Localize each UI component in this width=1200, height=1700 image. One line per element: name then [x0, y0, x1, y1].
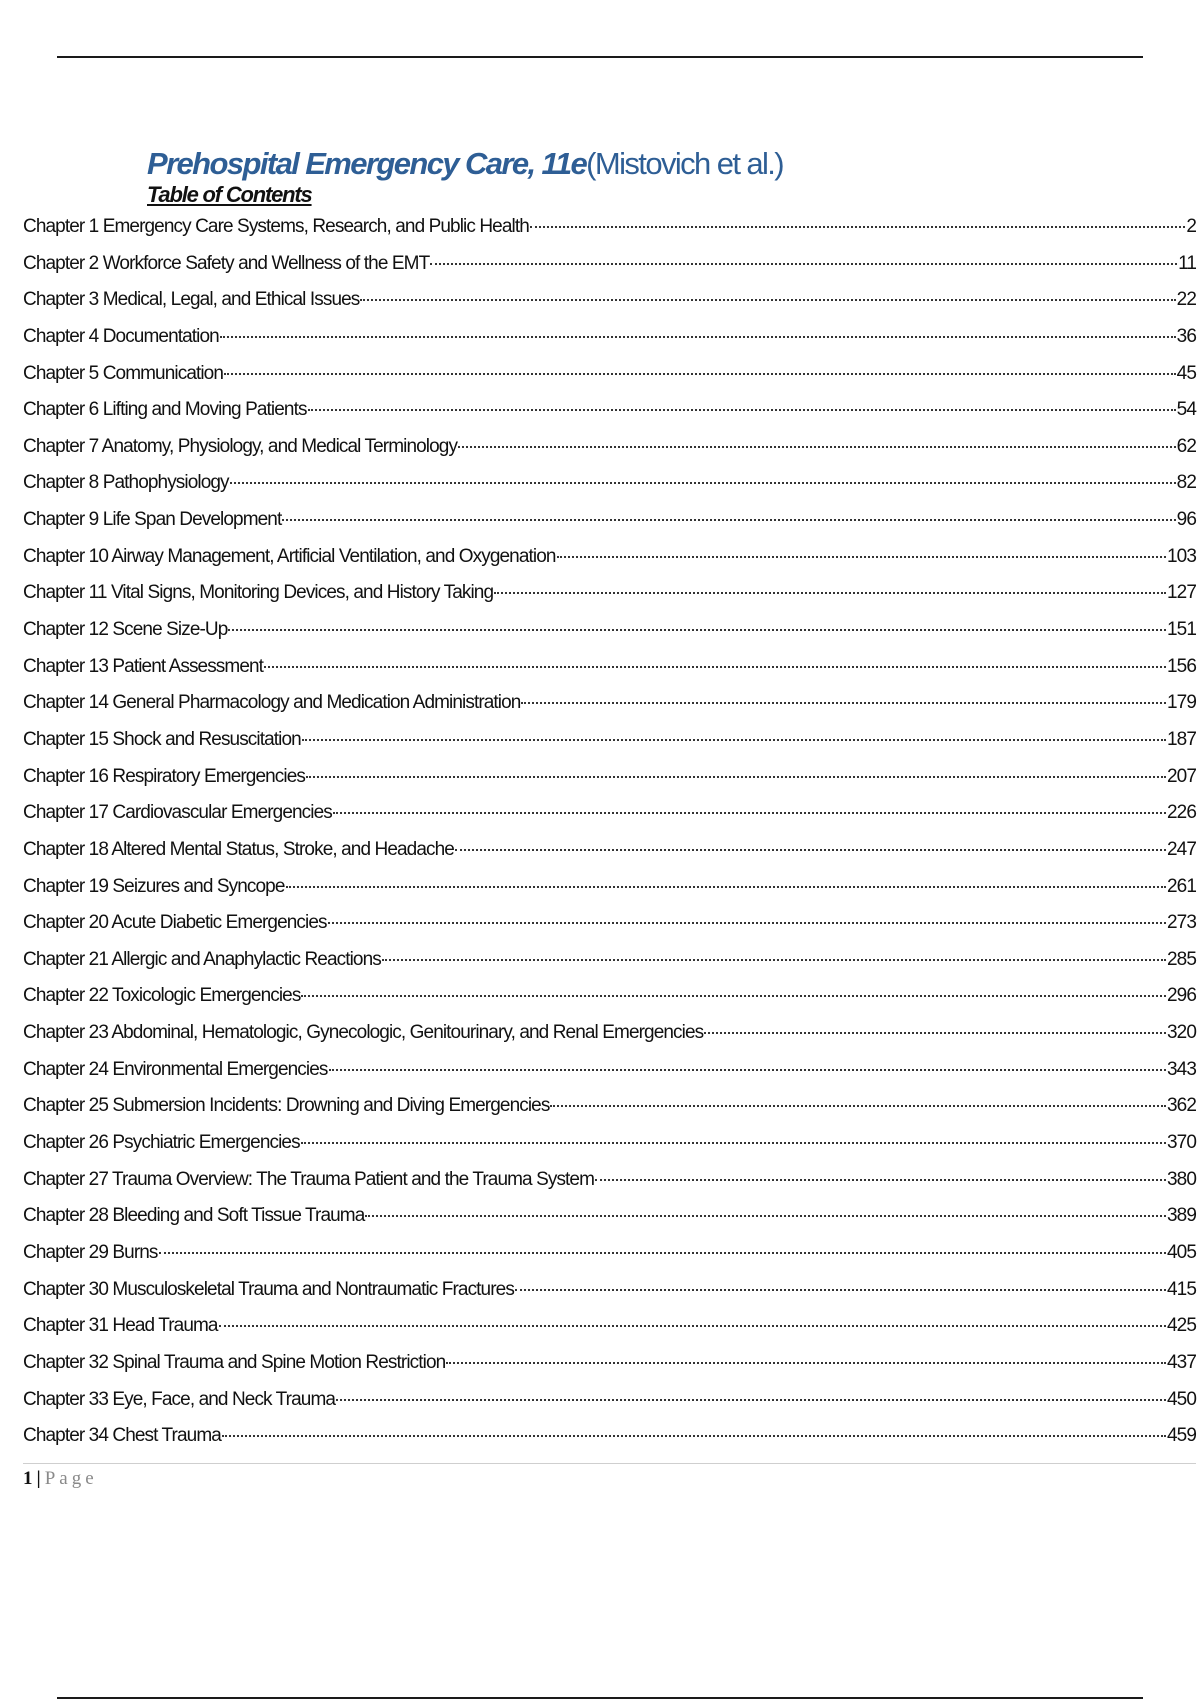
toc-entry-label: Chapter 13 Patient Assessment [23, 655, 264, 677]
footer-page-number: 1 [23, 1468, 33, 1489]
toc-entry[interactable] [23, 949, 1196, 986]
dot-leader [219, 1325, 1166, 1327]
dot-leader [530, 226, 1185, 228]
toc-entry[interactable] [23, 472, 1196, 509]
footer-page-label: Page [44, 1468, 98, 1489]
toc-entry-label: Chapter 19 Seizures and Syncope [23, 875, 285, 897]
dot-leader [302, 739, 1166, 741]
toc-entry-page: 179 [1166, 692, 1196, 714]
toc-entry-page: 226 [1166, 802, 1196, 824]
document-header [147, 144, 783, 208]
dot-leader [382, 959, 1166, 961]
top-rule [57, 56, 1143, 58]
toc-entry-page: 103 [1166, 545, 1196, 567]
toc-entry-page: 389 [1166, 1205, 1196, 1227]
dot-leader [301, 1142, 1166, 1144]
toc-entry-label: Chapter 25 Submersion Incidents: Drowning and Diving Emergencies [23, 1095, 550, 1117]
toc-entry-label: Chapter 18 Altered Mental Status, Stroke, and Headache [23, 838, 454, 860]
dot-leader [220, 336, 1176, 338]
dot-leader [557, 556, 1166, 558]
page-footer [23, 1468, 98, 1490]
dot-leader [308, 409, 1176, 411]
toc-entry-page: 285 [1166, 948, 1196, 970]
toc-entry[interactable] [23, 1389, 1196, 1426]
toc-entry[interactable] [23, 399, 1196, 436]
toc-entry-page: 2 [1186, 216, 1196, 237]
toc-entry-label: Chapter 33 Eye, Face, and Neck Trauma [23, 1388, 336, 1410]
toc-entry-label: Chapter 2 Workforce Safety and Wellness of the EMT [23, 252, 430, 274]
toc-entry-label: Chapter 15 Shock and Resuscitation [23, 728, 301, 750]
toc-entry-label: Chapter 30 Musculoskeletal Trauma and Nontraumatic Fractures [23, 1278, 514, 1300]
toc-entry-page: 22 [1176, 289, 1196, 311]
toc-entry-label: Chapter 8 Pathophysiology [23, 472, 229, 494]
dot-leader [264, 666, 1166, 668]
toc-entry[interactable] [23, 363, 1196, 400]
footer-separator: | [36, 1468, 41, 1489]
toc-entry-label: Chapter 21 Allergic and Anaphylactic Reactions [23, 948, 381, 970]
toc-entry-page: 36 [1176, 325, 1196, 347]
toc-entry-page: 296 [1166, 985, 1196, 1007]
toc-heading: Table of Contents [147, 182, 312, 207]
dot-leader [521, 702, 1166, 704]
dot-leader [222, 1435, 1166, 1437]
toc-entry[interactable] [23, 1242, 1196, 1279]
dot-leader [704, 1032, 1166, 1034]
toc-entry[interactable] [23, 802, 1196, 839]
toc-entry-page: 450 [1166, 1388, 1196, 1410]
toc-entry-page: 370 [1166, 1132, 1196, 1154]
toc-entry-label: Chapter 10 Airway Management, Artificial Ventilation, and Oxygenation [23, 545, 556, 567]
toc-entry[interactable] [23, 1132, 1196, 1169]
toc-entry[interactable] [23, 876, 1196, 913]
toc-entry-label: Chapter 5 Communication [23, 362, 224, 384]
toc-entry[interactable] [23, 1205, 1196, 1242]
toc-entry[interactable] [23, 619, 1196, 656]
dot-leader [159, 1252, 1166, 1254]
toc-entry[interactable] [23, 912, 1196, 949]
toc-entry-page: 261 [1166, 875, 1196, 897]
toc-entry-page: 320 [1166, 1022, 1196, 1044]
toc-entry[interactable] [23, 766, 1196, 803]
toc-entry-page: 273 [1166, 912, 1196, 934]
toc-entry-page: 45 [1176, 362, 1196, 384]
toc-entry[interactable] [23, 216, 1196, 253]
toc-entry[interactable] [23, 1279, 1196, 1316]
toc-entry-label: Chapter 23 Abdominal, Hematologic, Gynecologic, Genitourinary, and Renal Emergencies [23, 1022, 704, 1044]
toc-entry-page: 405 [1166, 1241, 1196, 1263]
toc-entry-page: 96 [1176, 509, 1196, 531]
toc-entry-label: Chapter 17 Cardiovascular Emergencies [23, 802, 332, 824]
toc-entry-label: Chapter 7 Anatomy, Physiology, and Medical Terminology [23, 435, 458, 457]
dot-leader [494, 592, 1166, 594]
toc-entry[interactable] [23, 1315, 1196, 1352]
toc-entry[interactable] [23, 1059, 1196, 1096]
toc-entry-page: 459 [1166, 1425, 1196, 1447]
toc-entry-label: Chapter 12 Scene Size-Up [23, 619, 228, 641]
toc-entry-page: 127 [1166, 582, 1196, 604]
dot-leader [301, 995, 1166, 997]
toc-entry[interactable] [23, 1169, 1196, 1206]
dot-leader [230, 482, 1176, 484]
toc-entry-label: Chapter 1 Emergency Care Systems, Research, and Public Health [23, 216, 529, 237]
toc-entry-page: 415 [1166, 1278, 1196, 1300]
toc-entry-page: 362 [1166, 1095, 1196, 1117]
toc-entry-page: 54 [1176, 399, 1196, 421]
dot-leader [515, 1289, 1166, 1291]
toc-entry-page: 82 [1176, 472, 1196, 494]
title-authors: (Mistovich et al.) [586, 146, 784, 181]
toc-entry-label: Chapter 20 Acute Diabetic Emergencies [23, 912, 327, 934]
toc-entry[interactable] [23, 692, 1196, 729]
dot-leader [336, 1399, 1166, 1401]
toc-entry[interactable] [23, 839, 1196, 876]
dot-leader [329, 1069, 1166, 1071]
bottom-rule [57, 1697, 1143, 1699]
toc-entry-label: Chapter 4 Documentation [23, 325, 219, 347]
toc-entry-label: Chapter 6 Lifting and Moving Patients [23, 399, 307, 421]
toc-entry-label: Chapter 9 Life Span Development [23, 509, 282, 531]
toc-entry[interactable] [23, 729, 1196, 766]
dot-leader [455, 849, 1166, 851]
toc-entry-label: Chapter 24 Environmental Emergencies [23, 1058, 328, 1080]
toc-entry-label: Chapter 3 Medical, Legal, and Ethical Issues [23, 289, 360, 311]
footer-divider [23, 1463, 1196, 1464]
dot-leader [286, 886, 1166, 888]
dot-leader [328, 922, 1166, 924]
toc-entry[interactable] [23, 509, 1196, 546]
dot-leader [458, 446, 1176, 448]
toc-entry[interactable] [23, 546, 1196, 583]
toc-entry-page: 151 [1166, 619, 1196, 641]
toc-entry-label: Chapter 34 Chest Trauma [23, 1425, 221, 1447]
toc-entry-label: Chapter 16 Respiratory Emergencies [23, 765, 305, 787]
toc-entry[interactable] [23, 1095, 1196, 1132]
dot-leader [360, 299, 1175, 301]
toc-entry-page: 11 [1178, 252, 1196, 274]
dot-leader [595, 1179, 1166, 1181]
toc-entry-page: 343 [1166, 1058, 1196, 1080]
dot-leader [430, 263, 1177, 265]
title-book-name: Prehospital Emergency Care, 11e [147, 146, 587, 181]
toc-entry-page: 156 [1166, 655, 1196, 677]
toc-entry[interactable] [23, 582, 1196, 619]
toc-entry[interactable] [23, 436, 1196, 473]
toc-entry-page: 207 [1166, 765, 1196, 787]
toc-entry-page: 425 [1166, 1315, 1196, 1337]
toc-entry-label: Chapter 31 Head Trauma [23, 1315, 218, 1337]
toc-entry[interactable] [23, 289, 1196, 326]
dot-leader [333, 812, 1166, 814]
dot-leader [550, 1105, 1166, 1107]
dot-leader [282, 519, 1175, 521]
toc-entry[interactable] [23, 1352, 1196, 1389]
table-of-contents [23, 216, 1196, 1462]
toc-entry-page: 380 [1166, 1168, 1196, 1190]
toc-entry[interactable] [23, 985, 1196, 1022]
dot-leader [224, 373, 1176, 375]
toc-entry[interactable] [23, 1022, 1196, 1059]
toc-entry[interactable] [23, 253, 1196, 290]
toc-entry-page: 247 [1166, 838, 1196, 860]
toc-entry[interactable] [23, 656, 1196, 693]
toc-entry[interactable] [23, 326, 1196, 363]
dot-leader [228, 629, 1166, 631]
toc-entry-label: Chapter 22 Toxicologic Emergencies [23, 985, 301, 1007]
document-title [147, 144, 783, 184]
toc-entry-label: Chapter 14 General Pharmacology and Medication Administration [23, 692, 521, 714]
toc-entry[interactable] [23, 1425, 1196, 1462]
toc-entry-label: Chapter 29 Burns [23, 1241, 158, 1263]
toc-entry-label: Chapter 32 Spinal Trauma and Spine Motion Restriction [23, 1351, 446, 1373]
toc-entry-label: Chapter 28 Bleeding and Soft Tissue Trauma [23, 1205, 365, 1227]
dot-leader [446, 1362, 1166, 1364]
toc-entry-label: Chapter 26 Psychiatric Emergencies [23, 1132, 300, 1154]
toc-entry-page: 62 [1176, 435, 1196, 457]
toc-entry-label: Chapter 11 Vital Signs, Monitoring Devices, and History Taking [23, 582, 494, 604]
toc-entry-label: Chapter 27 Trauma Overview: The Trauma Patient and the Trauma System [23, 1168, 595, 1190]
dot-leader [306, 776, 1166, 778]
toc-entry-page: 437 [1166, 1351, 1196, 1373]
dot-leader [365, 1215, 1166, 1217]
toc-entry-page: 187 [1166, 728, 1196, 750]
